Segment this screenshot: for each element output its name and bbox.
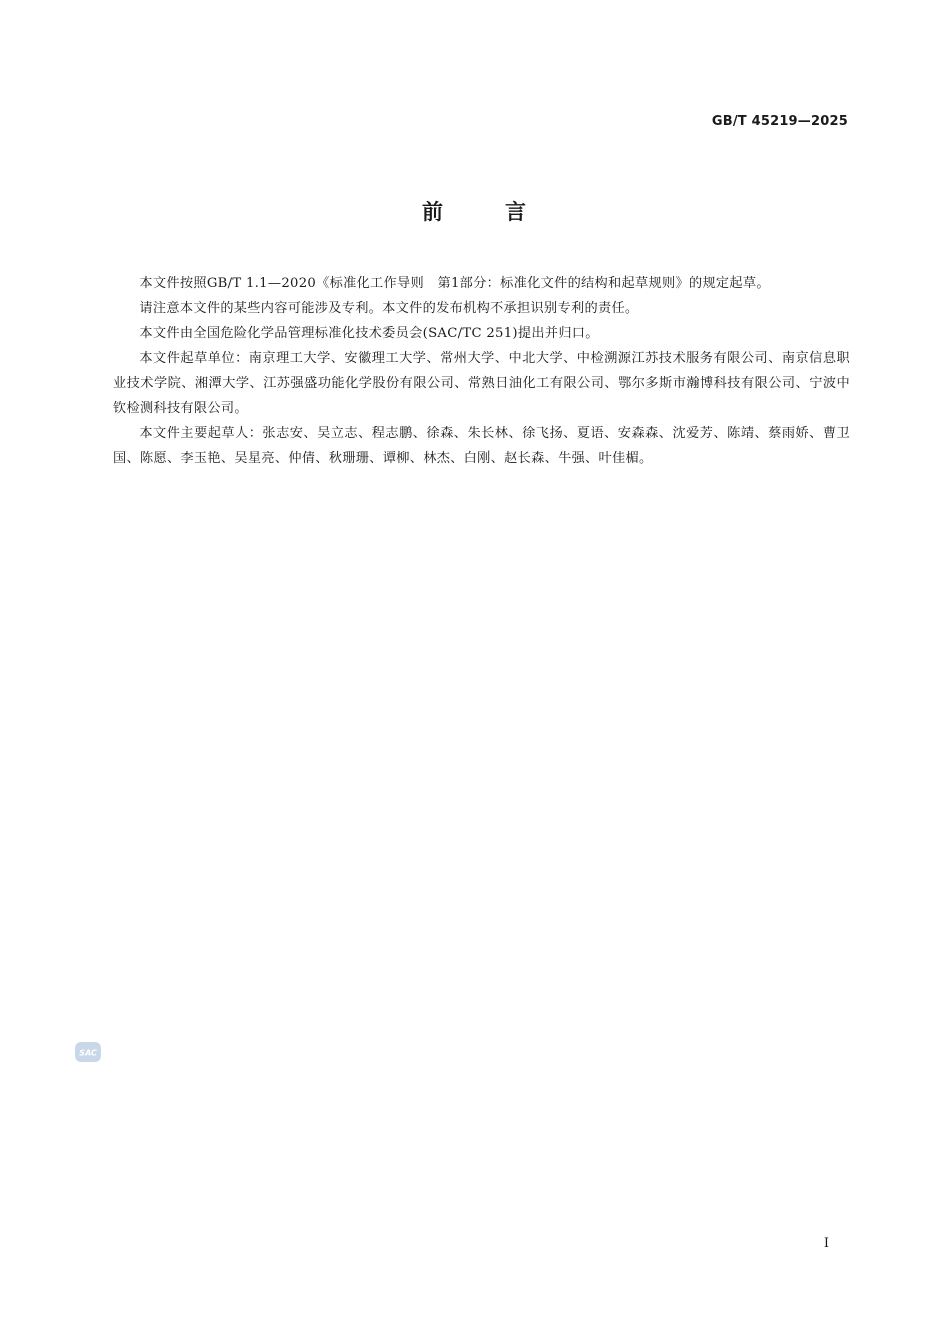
paragraph-proposer: 本文件由全国危险化学品管理标准化技术委员会(SAC/TC 251)提出并归口。: [139, 326, 599, 341]
page-number: I: [823, 1236, 829, 1251]
paragraph-drafters: 本文件主要起草人：张志安、吴立志、程志鹏、徐森、朱长林、徐飞扬、夏语、安森森、沈爱芳、陈靖、蔡雨娇、曹卫国、陈愿、李玉艳、吴星亮、仲倩、秋珊珊、谭柳、林杰、白刚、赵长森、牛强、叶佳楣。: [113, 426, 850, 466]
sac-watermark-logo: [74, 1041, 102, 1063]
title-char-1: 前: [422, 200, 445, 224]
svg-text:SAC: SAC: [79, 1048, 97, 1058]
paragraph-patent-notice: 请注意本文件的某些内容可能涉及专利。本文件的发布机构不承担识别专利的责任。: [139, 301, 639, 316]
page-title: [0, 196, 950, 226]
paragraph-drafting-organizations: 本文件起草单位：南京理工大学、安徽理工大学、常州大学、中北大学、中检溯源江苏技术服务有限公司、南京信息职业技术学院、湘潭大学、江苏强盛功能化学股份有限公司、常熟日油化工有限公司、鄂尔多斯市瀚博科技有限公司、宁波中钦检测科技有限公司。: [113, 351, 850, 416]
paragraph-drafting-rules: 本文件按照GB/T 1.1—2020《标准化工作导则 第1部分：标准化文件的结构和起草规则》的规定起草。: [139, 276, 770, 291]
foreword-body: [113, 271, 850, 471]
title-char-2: 言: [505, 200, 528, 224]
standard-number: GB/T 45219—2025: [711, 114, 848, 129]
